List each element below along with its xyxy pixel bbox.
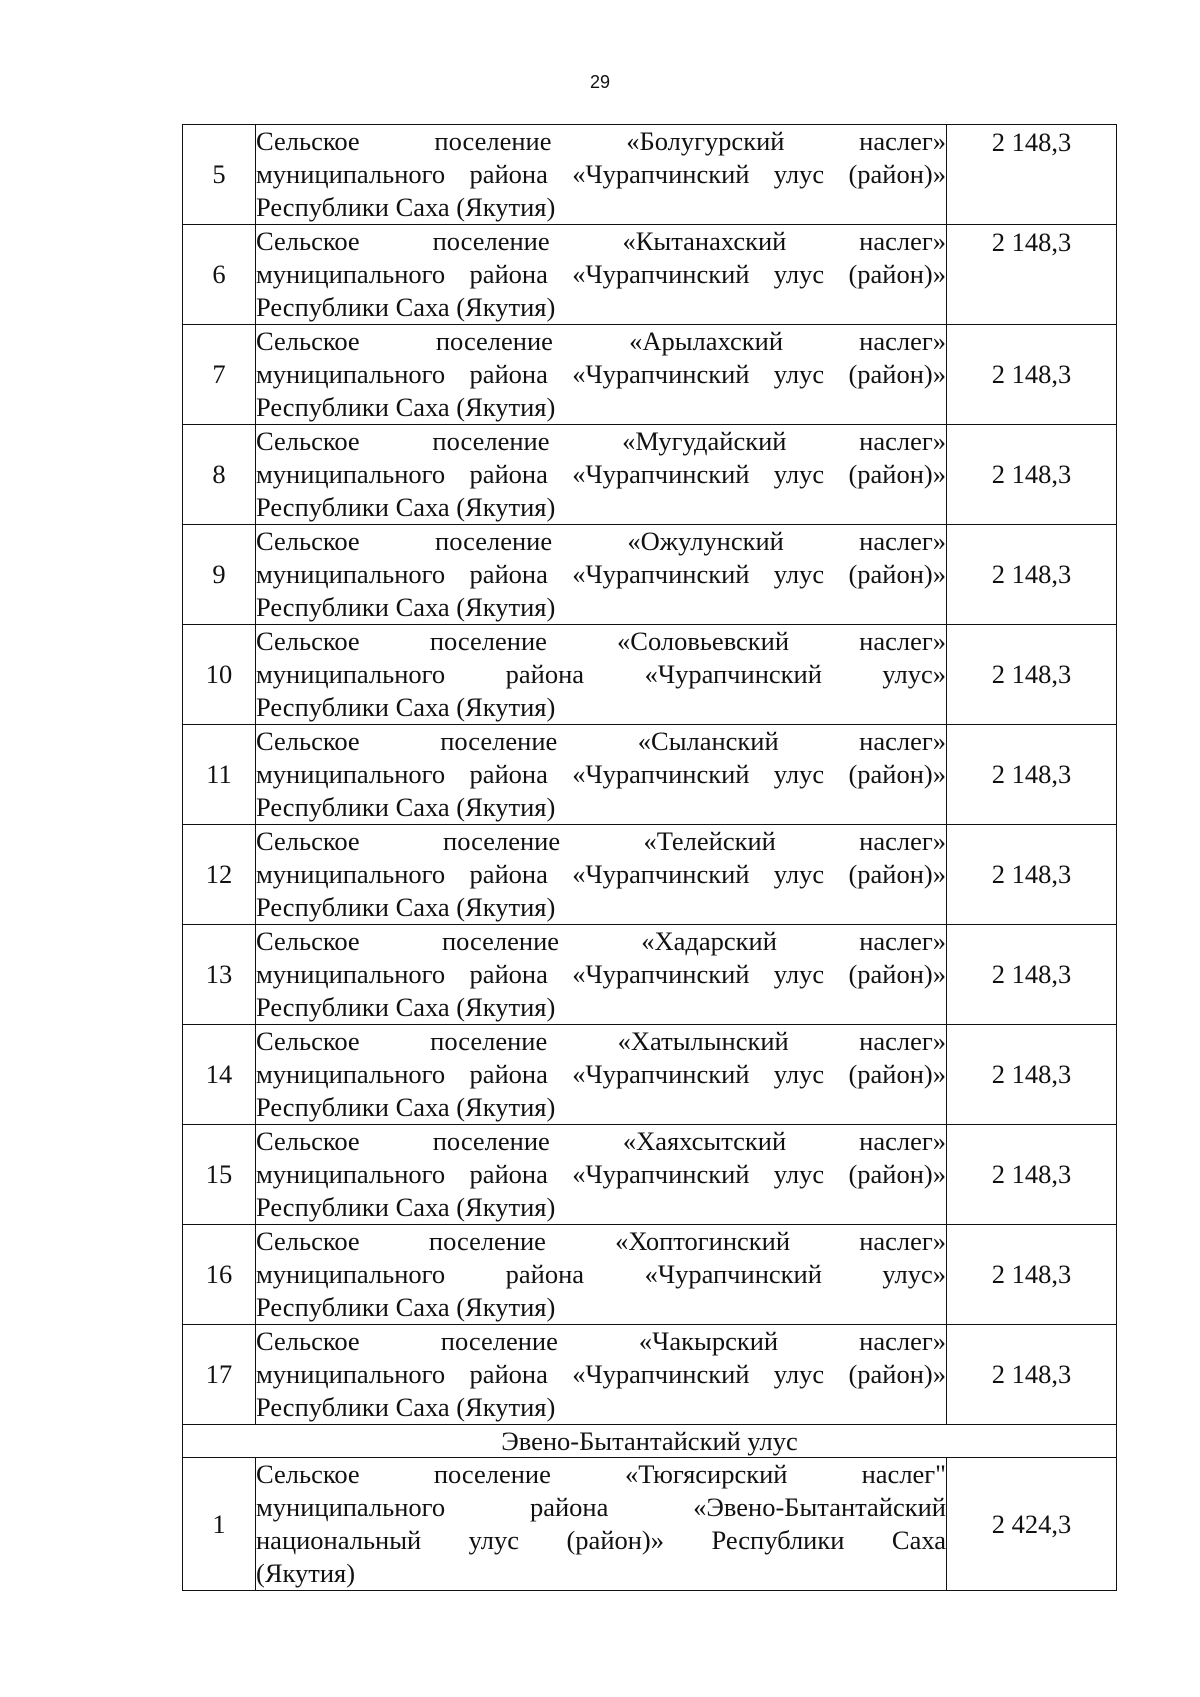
settlement-name [256, 825, 947, 925]
settlement-name-line: Республики Саха (Якутия) [256, 1192, 556, 1222]
row-number: 13 [183, 925, 256, 1025]
settlement-name-line: Республики Саха (Якутия) [256, 692, 556, 722]
settlement-name [256, 225, 947, 325]
section-title: Эвено-Бытантайский улус [183, 1425, 1117, 1458]
settlement-name-line: муниципального района «Чурапчинский улус (район)» [256, 159, 946, 189]
settlement-name-line: Республики Саха (Якутия) [256, 392, 556, 422]
settlement-name-line: Сельское поселение «Болугурский наслег» [256, 126, 946, 156]
settlement-name [256, 1325, 947, 1425]
amount-cell: 2 148,3 [947, 725, 1117, 825]
row-number: 10 [183, 625, 256, 725]
section-row [183, 1425, 1117, 1458]
settlement-name-line: муниципального района «Чурапчинский улус (район)» [256, 759, 946, 789]
table-row [183, 825, 1117, 925]
settlement-name-line: муниципального района «Чурапчинский улус (район)» [256, 1059, 946, 1089]
settlement-name-line: муниципального района «Чурапчинский улус (район)» [256, 1159, 946, 1189]
table-row [183, 1025, 1117, 1125]
settlement-name-line: Сельское поселение «Соловьевский наслег» [256, 626, 946, 656]
table-row [183, 925, 1117, 1025]
settlement-name-line: Республики Саха (Якутия) [256, 892, 556, 922]
settlement-name-line: муниципального района «Чурапчинский улус (район)» [256, 259, 946, 289]
row-number: 5 [183, 125, 256, 225]
row-number: 12 [183, 825, 256, 925]
table-row [183, 125, 1117, 225]
settlement-name-line: Республики Саха (Якутия) [256, 1092, 556, 1122]
amount-cell: 2 148,3 [947, 1125, 1117, 1225]
table-row [183, 325, 1117, 425]
settlement-name-line: Сельское поселение «Хаяхсытский наслег» [256, 1126, 946, 1156]
settlement-name-line: Сельское поселение «Сыланский наслег» [256, 726, 946, 756]
amount-cell: 2 148,3 [947, 925, 1117, 1025]
settlement-name-line: (Якутия) [256, 1558, 356, 1588]
amount-cell: 2 148,3 [947, 825, 1117, 925]
table-row [183, 1325, 1117, 1425]
row-number: 6 [183, 225, 256, 325]
settlement-name-line: Сельское поселение «Хоптогинский наслег» [256, 1226, 946, 1256]
settlement-name-line: муниципального района «Чурапчинский улус» [256, 1259, 946, 1289]
settlement-name [256, 425, 947, 525]
table-row [183, 225, 1117, 325]
row-number: 16 [183, 1225, 256, 1325]
row-number: 8 [183, 425, 256, 525]
settlement-name-line: Сельское поселение «Хатылынский наслег» [256, 1026, 946, 1056]
amount-cell: 2 148,3 [947, 125, 1117, 225]
settlement-name-line: Сельское поселение «Кытанахский наслег» [256, 226, 946, 256]
row-number: 9 [183, 525, 256, 625]
settlement-name-line: муниципального района «Чурапчинский улус (район)» [256, 459, 946, 489]
settlement-name-line: Сельское поселение «Мугудайский наслег» [256, 426, 946, 456]
settlement-name-line: муниципального района «Чурапчинский улус (район)» [256, 959, 946, 989]
row-number: 7 [183, 325, 256, 425]
settlement-name-line: Республики Саха (Якутия) [256, 292, 556, 322]
settlement-name-line: Республики Саха (Якутия) [256, 1392, 556, 1422]
settlement-name-line: Сельское поселение «Тюгясирский наслег" [256, 1459, 946, 1489]
settlement-name-line: Республики Саха (Якутия) [256, 192, 556, 222]
amount-cell: 2 148,3 [947, 325, 1117, 425]
settlement-name-line: муниципального района «Чурапчинский улус (район)» [256, 559, 946, 589]
table-row [183, 425, 1117, 525]
settlement-name-line: Сельское поселение «Хадарский наслег» [256, 926, 946, 956]
table-row [183, 1125, 1117, 1225]
settlement-name-line: муниципального района «Чурапчинский улус» [256, 659, 946, 689]
settlement-name [256, 525, 947, 625]
settlement-name [256, 1025, 947, 1125]
amount-cell: 2 148,3 [947, 225, 1117, 325]
settlement-name-line: муниципального района «Чурапчинский улус (район)» [256, 359, 946, 389]
amount-cell: 2 148,3 [947, 425, 1117, 525]
amount-cell: 2 148,3 [947, 525, 1117, 625]
settlements-table [182, 124, 1117, 1591]
row-number: 1 [183, 1458, 256, 1591]
settlement-name-line: Сельское поселение «Ожулунский наслег» [256, 526, 946, 556]
settlement-name [256, 725, 947, 825]
amount-cell: 2 148,3 [947, 1325, 1117, 1425]
amount-cell: 2 424,3 [947, 1458, 1117, 1591]
settlement-name-line: Сельское поселение «Чакырский наслег» [256, 1326, 946, 1356]
settlement-name-line: Республики Саха (Якутия) [256, 592, 556, 622]
row-number: 15 [183, 1125, 256, 1225]
page-number: 29 [589, 72, 611, 92]
settlement-name [256, 1125, 947, 1225]
row-number: 11 [183, 725, 256, 825]
amount-cell: 2 148,3 [947, 1225, 1117, 1325]
table-row [183, 1225, 1117, 1325]
settlement-name-line: Республики Саха (Якутия) [256, 792, 556, 822]
table-row [183, 525, 1117, 625]
settlement-name-line: Республики Саха (Якутия) [256, 992, 556, 1022]
settlement-name-line: Республики Саха (Якутия) [256, 492, 556, 522]
settlement-name-line: муниципального района «Чурапчинский улус (район)» [256, 1359, 946, 1389]
row-number: 17 [183, 1325, 256, 1425]
table-row [183, 1458, 1117, 1591]
settlement-name [256, 1458, 947, 1591]
settlement-name [256, 125, 947, 225]
settlement-name-line: муниципального района «Эвено-Бытантайский [256, 1492, 946, 1522]
settlement-name-line: Сельское поселение «Телейский наслег» [256, 826, 946, 856]
settlement-name-line: Республики Саха (Якутия) [256, 1292, 556, 1322]
settlement-name [256, 625, 947, 725]
settlement-name-line: национальный улус (район)» Республики Саха [256, 1525, 946, 1555]
settlement-name-line: Сельское поселение «Арылахский наслег» [256, 326, 946, 356]
settlement-name [256, 325, 947, 425]
table-row [183, 725, 1117, 825]
table-row [183, 625, 1117, 725]
settlement-name-line: муниципального района «Чурапчинский улус (район)» [256, 859, 946, 889]
row-number: 14 [183, 1025, 256, 1125]
settlement-name [256, 1225, 947, 1325]
amount-cell: 2 148,3 [947, 625, 1117, 725]
amount-cell: 2 148,3 [947, 1025, 1117, 1125]
settlement-name [256, 925, 947, 1025]
